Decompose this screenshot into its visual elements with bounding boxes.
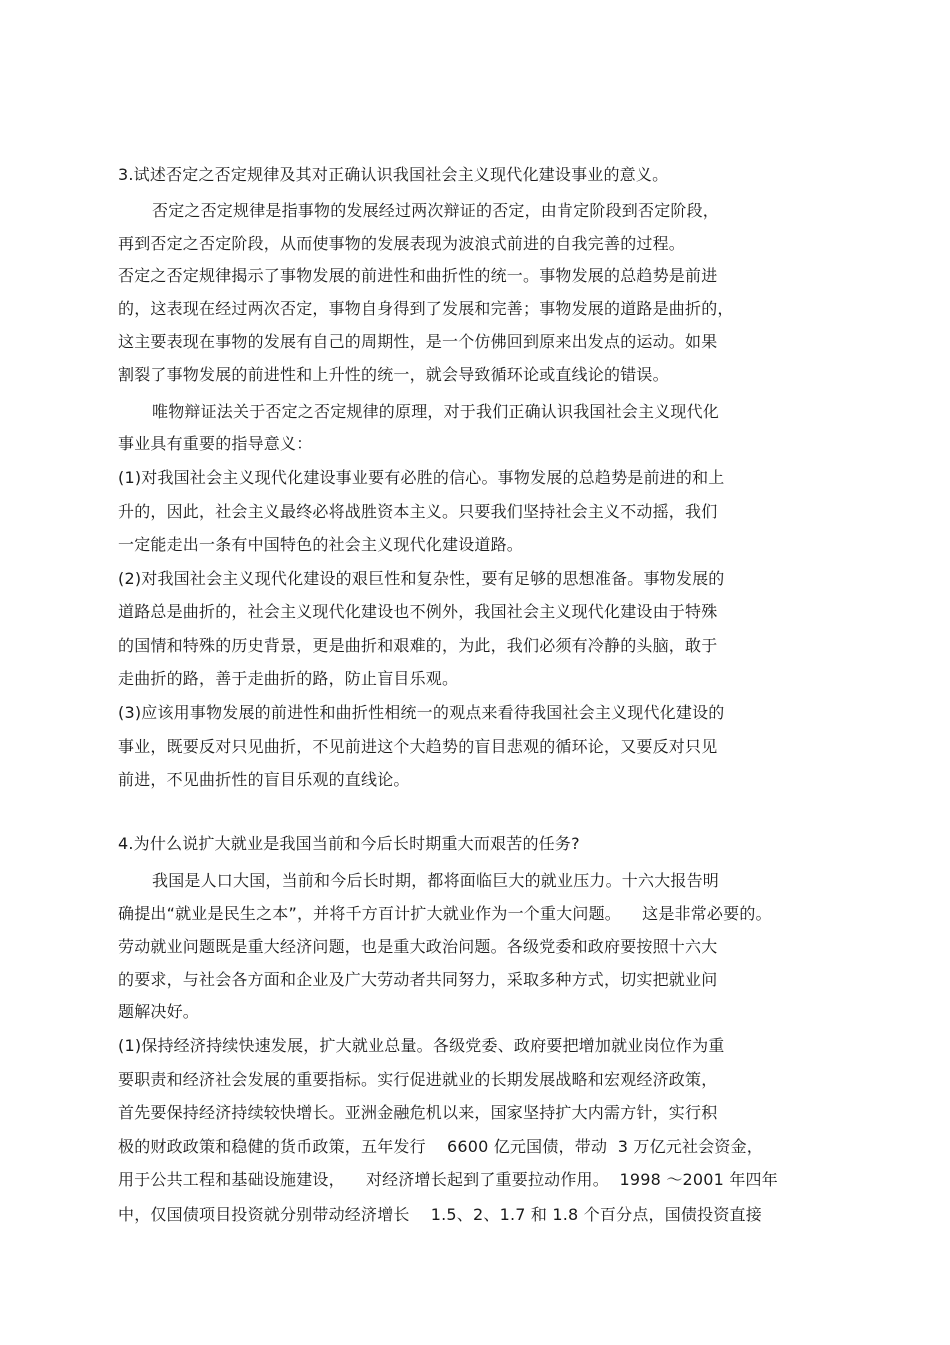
paragraph-line: 事业具有重要的指导意义： (118, 434, 313, 453)
list-item-line: 事业，既要反对只见曲折，不见前进这个大趋势的盲目悲观的循环论，又要反对只见 (118, 737, 718, 756)
list-item-line: 首先要保持经济持续较快增长。亚洲金融危机以来，国家坚持扩大内需方针，实行积 (118, 1103, 718, 1122)
list-item-line: 要职责和经济社会发展的重要指标。实行促进就业的长期发展战略和宏观经济政策， (118, 1070, 718, 1089)
question-3-heading: 3.试述否定之否定规律及其对正确认识我国社会主义现代化建设事业的意义。 (118, 165, 669, 184)
list-item-line: 道路总是曲折的，社会主义现代化建设也不例外，我国社会主义现代化建设由于特殊 (118, 602, 718, 621)
list-item-line: 极的财政政策和稳健的货币政策，五年发行 6600 亿元国债，带动 3 万亿元社会资金， (118, 1137, 763, 1156)
list-item-line: (3)应该用事物发展的前进性和曲折性相统一的观点来看待我国社会主义现代化建设的 (118, 703, 725, 722)
paragraph-line: 割裂了事物发展的前进性和上升性的统一，就会导致循环论或直线论的错误。 (118, 365, 669, 384)
list-item-line: (2)对我国社会主义现代化建设的艰巨性和复杂性，要有足够的思想准备。事物发展的 (118, 569, 725, 588)
list-item-line: 升的，因此，社会主义最终必将战胜资本主义。只要我们坚持社会主义不动摇，我们 (118, 502, 718, 521)
list-item-line: (1)对我国社会主义现代化建设事业要有必胜的信心。事物发展的总趋势是前进的和上 (118, 468, 725, 487)
paragraph-line: 这主要表现在事物的发展有自己的周期性，是一个仿佛回到原来出发点的运动。如果 (118, 332, 718, 351)
paragraph-line: 唯物辩证法关于否定之否定规律的原理，对于我们正确认识我国社会主义现代化 (152, 402, 720, 421)
paragraph-line: 的，这表现在经过两次否定，事物自身得到了发展和完善；事物发展的道路是曲折的， (118, 299, 734, 318)
list-item-line: (1)保持经济持续快速发展，扩大就业总量。各级党委、政府要把增加就业岗位作为重 (118, 1036, 725, 1055)
paragraph-line: 我国是人口大国，当前和今后长时期，都将面临巨大的就业压力。十六大报告明 (152, 871, 720, 890)
list-item-line: 的国情和特殊的历史背景，更是曲折和艰难的，为此，我们必须有冷静的头脑，敢于 (118, 636, 718, 655)
question-4-heading: 4.为什么说扩大就业是我国当前和今后长时期重大而艰苦的任务? (118, 834, 580, 853)
paragraph-line: 再到否定之否定阶段，从而使事物的发展表现为波浪式前进的自我完善的过程。 (118, 234, 686, 253)
list-item-line: 前进，不见曲折性的盲目乐观的直线论。 (118, 770, 410, 789)
list-item-line: 一定能走出一条有中国特色的社会主义现代化建设道路。 (118, 535, 524, 554)
list-item-line: 走曲折的路，善于走曲折的路，防止盲目乐观。 (118, 669, 459, 688)
paragraph-line: 劳动就业问题既是重大经济问题，也是重大政治问题。各级党委和政府要按照十六大 (118, 937, 718, 956)
list-item-line: 用于公共工程和基础设施建设， 对经济增长起到了重要拉动作用。 1998 ～2001 年四年 (118, 1170, 778, 1189)
paragraph-line: 题解决好。 (118, 1002, 200, 1021)
paragraph-line: 否定之否定规律揭示了事物发展的前进性和曲折性的统一。事物发展的总趋势是前进 (118, 266, 718, 285)
paragraph-line: 否定之否定规律是指事物的发展经过两次辩证的否定，由肯定阶段到否定阶段， (152, 201, 720, 220)
paragraph-line: 确提出“就业是民生之本”，并将千方百计扩大就业作为一个重大问题。 这是非常必要的。 (118, 904, 772, 923)
paragraph-line: 的要求，与社会各方面和企业及广大劳动者共同努力，采取多种方式，切实把就业问 (118, 970, 718, 989)
list-item-line: 中，仅国债项目投资就分别带动经济增长 1.5、2、1.7 和 1.8 个百分点，国债投资直接 (118, 1205, 762, 1224)
